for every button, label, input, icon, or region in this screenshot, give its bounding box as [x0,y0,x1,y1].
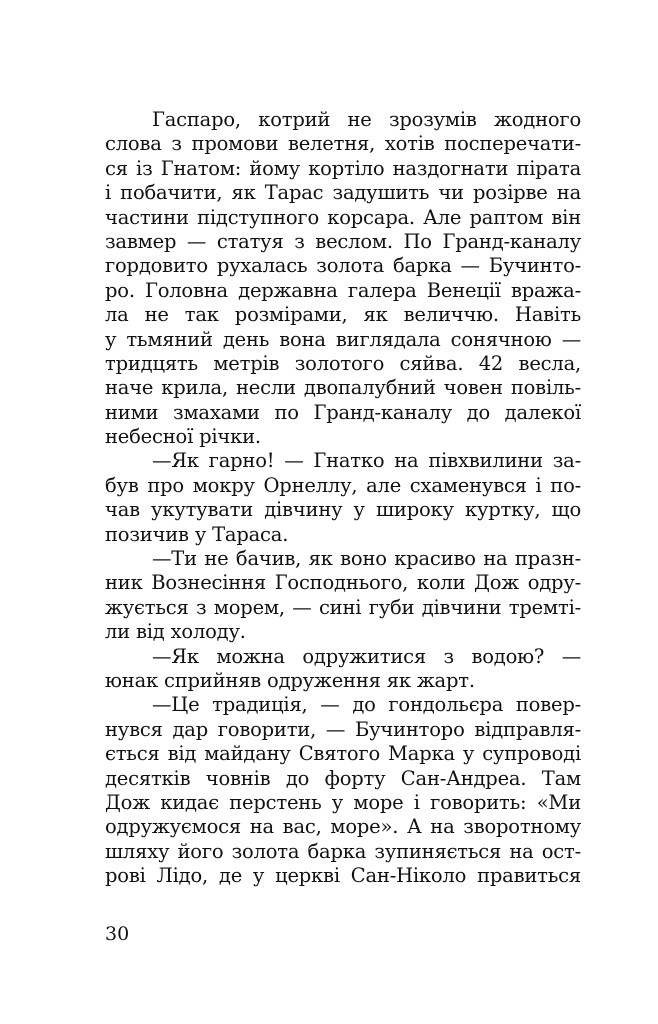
text-line: наче крила, несли двопалубний човен повіль- [105,376,581,400]
text-line: ся із Гнатом: йому кортіло наздогнати пірата [105,156,581,180]
text-line: шляху його золота барка зупиняється на ост- [105,839,581,863]
text-line: —Ти не бачив, як воно красиво на празн- [152,547,581,571]
text-line: і побачити, як Тарас задушить чи розірве на [105,181,581,205]
text-line: рові Лідо, де у церкві Сан-Ніколо правиться [105,864,581,888]
text-line: ли від холоду. [105,620,246,644]
text-line: десятків човнів до форту Сан-Андреа. Там [105,766,581,790]
text-line: частини підступного корсара. Але раптом він [105,205,581,229]
text-line: —Як можна одружитися з водою? — [152,644,581,668]
text-line: юнак сприйняв одруження як жарт. [105,668,475,692]
text-line: ла не так розмірами, як величчю. Навіть [105,303,581,327]
text-line: Гаспаро, котрий не зрозумів жодного [152,108,581,131]
text-line: небесної річки. [105,425,261,449]
text-line: жується з морем, — сині губи дівчини тремті- [105,595,581,619]
text-line: ник Вознесіння Господнього, коли Дож одру- [105,571,581,595]
text-line: позичив у Тараса. [105,522,289,546]
body-text [105,108,581,889]
text-line: —Як гарно! — Гнатко на півхвилини за- [152,449,581,473]
text-line: ється від майдану Святого Марка у супроводі [105,742,581,766]
text-line: одружуємося на вас, море». А на зворотному [105,815,581,839]
text-line: —Це традиція, — до гондольєра повер- [152,693,581,717]
text-line: завмер — статуя з веслом. По Гранд-каналу [105,229,581,253]
text-line: тридцять метрів золотого сяйва. 42 весла, [105,351,581,375]
text-line: був про мокру Орнеллу, але схаменувся і по- [105,473,581,497]
text-line: чав укутувати дівчину у широку куртку, що [105,498,581,522]
text-line: ними змахами по Гранд-каналу до далекої [105,400,581,424]
page-number: 30 [105,923,130,945]
text-line: Дож кидає перстень у море і говорить: «Ми [105,790,581,814]
text-line: ро. Головна державна галера Венеції вража- [105,278,581,302]
text-line: слова з промови велетня, хотів посперечати- [105,132,581,156]
text-line: у тьмяний день вона виглядала сонячною — [105,327,581,351]
text-line: гордовито рухалась золота барка — Бучинто- [105,254,581,278]
text-line: нувся дар говорити, — Бучинторо відправля- [105,717,581,741]
